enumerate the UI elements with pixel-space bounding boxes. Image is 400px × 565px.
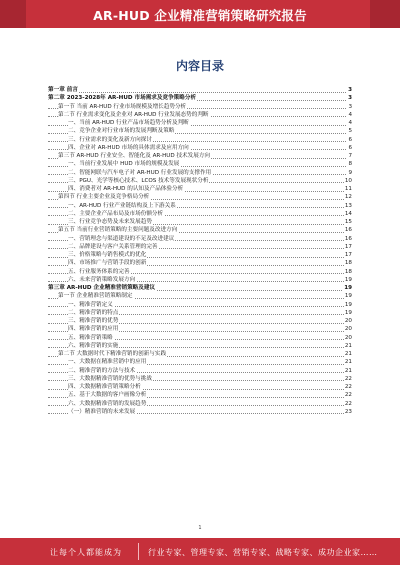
toc-entry-page: 19 (344, 285, 352, 291)
toc-entry[interactable] (48, 177, 352, 185)
toc-leader-dots (48, 92, 352, 93)
toc-entry[interactable] (48, 400, 352, 408)
toc-entry-page: 10 (344, 177, 352, 184)
toc-entry-label: 二、竞争企业对行业市场的发展判断及策略 (68, 128, 175, 135)
toc-entry[interactable] (48, 235, 352, 243)
toc-entry-page: 11 (344, 186, 352, 192)
toc-entry-label: 第四节 行业主要企业及竞争格局分析 (58, 194, 150, 201)
toc-entry-label: 第一章 前言 (48, 87, 78, 93)
toc-entry-page: 17 (344, 243, 352, 250)
toc-entry-label: 第三节 AR-HUD 行业安全、智能化及 AR-HUD 技术发展方向 (58, 153, 211, 159)
toc-entry-label: 第二章 2023-2028年 AR-HUD 市场需求及竞争策略分析 (48, 95, 197, 102)
toc-entry-label: 六、未来营销策略发展方向 (68, 276, 136, 283)
toc-entry[interactable] (48, 383, 352, 391)
toc-entry-page: 22 (344, 400, 352, 407)
toc-entry[interactable] (48, 317, 352, 325)
toc-entry-page: 22 (344, 375, 352, 382)
toc-entry[interactable] (48, 334, 352, 342)
toc-entry-page: 3 (348, 95, 352, 102)
toc-entry-label: 第一节 企业精准营销策略制定 (58, 293, 133, 300)
toc-entry-label: 二、智能网联与汽车电子对 AR-HUD 行业发展的支撑作用 (68, 169, 212, 176)
toc-entry-page: 17 (344, 252, 352, 258)
toc-entry-label: 三、精准营销的优势 (68, 318, 119, 324)
toc-entry-page: 21 (344, 359, 352, 366)
toc-entry[interactable] (48, 144, 352, 152)
toc-entry-label: 二、品牌建设与客户关系管理的完善 (68, 243, 158, 250)
toc-entry-label: 四、市场推广与营销手段的创新 (68, 260, 147, 267)
toc-entry[interactable] (48, 103, 352, 111)
toc-entry-page: 20 (344, 326, 352, 333)
toc-entry[interactable] (48, 259, 352, 267)
toc-entry-page: 20 (344, 318, 352, 324)
toc-entry-label: 三、PGU、光学等核心技术、LCOS 技术等发展现状分析 (68, 177, 209, 184)
toc-entry-label: 四、企业对 AR-HUD 市场的具体需求及应用方向 (68, 144, 189, 151)
toc-entry[interactable] (48, 325, 352, 333)
toc-entry-label: 第二节 大数据时代下精准营销的创新与实践 (58, 351, 167, 357)
toc-entry-page: 16 (344, 235, 352, 242)
toc-entry-label: 一、AR-HUD 行业产业链结构及上下游关系 (68, 202, 176, 209)
toc-entry-label: 一、精准营销定义 (68, 301, 113, 308)
toc-entry[interactable] (48, 408, 352, 416)
toc-entry-page: 19 (344, 276, 352, 283)
toc-entry[interactable] (48, 94, 352, 102)
toc-entry[interactable] (48, 160, 352, 168)
toc-entry[interactable] (48, 119, 352, 127)
toc-entry-page: 3 (348, 87, 352, 93)
toc-entry[interactable] (48, 276, 352, 284)
toc-entry-page: 21 (344, 342, 352, 349)
toc-entry[interactable] (48, 226, 352, 234)
toc-entry-page: 6 (348, 136, 352, 143)
report-header (0, 0, 400, 28)
toc-entry-page: 22 (344, 392, 352, 399)
toc-entry[interactable] (48, 243, 352, 251)
toc-entry[interactable] (48, 251, 352, 259)
toc-entry[interactable] (48, 350, 352, 358)
toc-entry-page: 6 (348, 144, 352, 151)
toc-entry[interactable] (48, 202, 352, 210)
toc-entry[interactable] (48, 358, 352, 366)
toc-entry-label: 五、行业服务体系的完善 (68, 268, 130, 275)
toc-entry-page: 3 (348, 103, 352, 110)
toc-entry[interactable] (48, 342, 352, 350)
report-footer (0, 538, 400, 565)
toc-entry-page: 22 (344, 384, 352, 390)
toc-entry-label: 一、营销理念与渠道建设的不足及改进建议 (68, 235, 175, 242)
toc-entry-page: 16 (344, 227, 352, 234)
toc-entry[interactable] (48, 136, 352, 144)
toc-entry[interactable] (48, 169, 352, 177)
toc-entry-page: 8 (348, 161, 352, 168)
toc-entry[interactable] (48, 127, 352, 135)
toc-entry-label: 六、大数据精准营销的发展趋势 (68, 400, 147, 407)
toc-entry-label: 六、精准营销的实施 (68, 342, 119, 349)
toc-entry-page: 18 (344, 268, 352, 275)
toc-entry-label: 二、精准营销的方法与技术 (68, 367, 136, 374)
toc-entry[interactable] (48, 185, 352, 193)
toc-entry[interactable] (48, 193, 352, 201)
toc-entry[interactable] (48, 292, 352, 300)
footer-slogan-left: 让每个人都能成为 (50, 548, 122, 557)
toc-entry-page: 7 (348, 153, 352, 159)
toc-entry-page: 15 (344, 219, 352, 225)
toc-entry-label: 三、价格策略与销售模式的优化 (68, 252, 147, 258)
toc-entry[interactable] (48, 367, 352, 375)
toc-entry-label: 一、当前行业发展中 HUD 市场的规模及发展 (68, 161, 180, 168)
toc-entry[interactable] (48, 309, 352, 317)
toc-entry-label: 三、大数据精准营销的优势与挑战 (68, 375, 152, 382)
toc-entry-label: 第一节 当前 AR-HUD 行业市场规模及增长趋势分析 (58, 103, 187, 110)
toc-entry[interactable] (48, 268, 352, 276)
toc-entry-label: 二、精准营销的特点 (68, 309, 119, 316)
toc-entry-page: 19 (344, 309, 352, 316)
toc-entry-page: 18 (344, 260, 352, 267)
toc-entry[interactable] (48, 210, 352, 218)
toc-entry-label: 第五节 当前行业营销策略的主要问题及改进方向 (58, 227, 178, 234)
toc-entry[interactable] (48, 86, 352, 94)
toc-entry-page: 21 (344, 367, 352, 374)
report-title: AR-HUD 企业精准营销策略研究报告 (93, 8, 307, 23)
toc-entry-page: 20 (344, 334, 352, 341)
toc-entry-page: 9 (348, 169, 352, 176)
toc-entry-page: 19 (344, 301, 352, 308)
table-of-contents (48, 86, 352, 416)
toc-entry-page: 21 (344, 351, 352, 357)
toc-entry-label: 第三章 AR-HUD 企业精准营销策略及建议 (48, 285, 156, 291)
toc-entry-page: 13 (344, 202, 352, 209)
toc-entry-label: 四、精准营销的应用 (68, 326, 119, 333)
toc-entry[interactable] (48, 218, 352, 226)
toc-entry-page: 4 (348, 120, 352, 126)
toc-entry[interactable] (48, 391, 352, 399)
footer-slogan-right: 行业专家、管理专家、营销专家、战略专家、成功企业家…… (148, 548, 378, 557)
header-accent-right (370, 0, 400, 28)
toc-entry-label: 三、行业竞争态势及未来发展趋势 (68, 219, 152, 225)
toc-entry-page: 23 (344, 408, 352, 415)
toc-entry-label: 四、消费者对 AR-HUD 的认知及产品体验分析 (68, 186, 184, 192)
toc-entry-label: 五、精准营销策略 (68, 334, 113, 341)
page-number: 1 (198, 525, 202, 531)
toc-entry[interactable] (48, 152, 352, 160)
toc-entry-label: 三、行业需求的变化及新方向探讨 (68, 136, 152, 143)
toc-entry-page: 19 (344, 293, 352, 300)
toc-entry-label: 四、大数据精准营销策略分析 (68, 384, 141, 390)
toc-entry[interactable] (48, 284, 352, 292)
toc-entry[interactable] (48, 111, 352, 119)
toc-entry-label: （一）精准营销的未来发展 (68, 408, 136, 415)
toc-entry[interactable] (48, 375, 352, 383)
toc-entry-page: 14 (344, 210, 352, 217)
toc-entry-page: 12 (344, 194, 352, 201)
toc-entry-label: 五、基于大数据的客户画像分析 (68, 392, 147, 399)
toc-entry-page: 5 (348, 128, 352, 135)
toc-entry-label: 一、当前 AR-HUD 行业产品市场趋势分析及判断 (68, 120, 189, 126)
footer-divider (138, 543, 139, 560)
toc-heading: 内容目录 (175, 59, 224, 73)
toc-entry-label: 一、大数据在精准营销中的应用 (68, 359, 147, 366)
toc-entry[interactable] (48, 301, 352, 309)
toc-entry-label: 二、主要企业产品布局及市场份额分析 (68, 210, 164, 217)
toc-entry-label: 第二节 行业需求变化及企业对 AR-HUD 行业发展态势的判断 (58, 111, 209, 118)
toc-entry-page: 4 (348, 111, 352, 118)
